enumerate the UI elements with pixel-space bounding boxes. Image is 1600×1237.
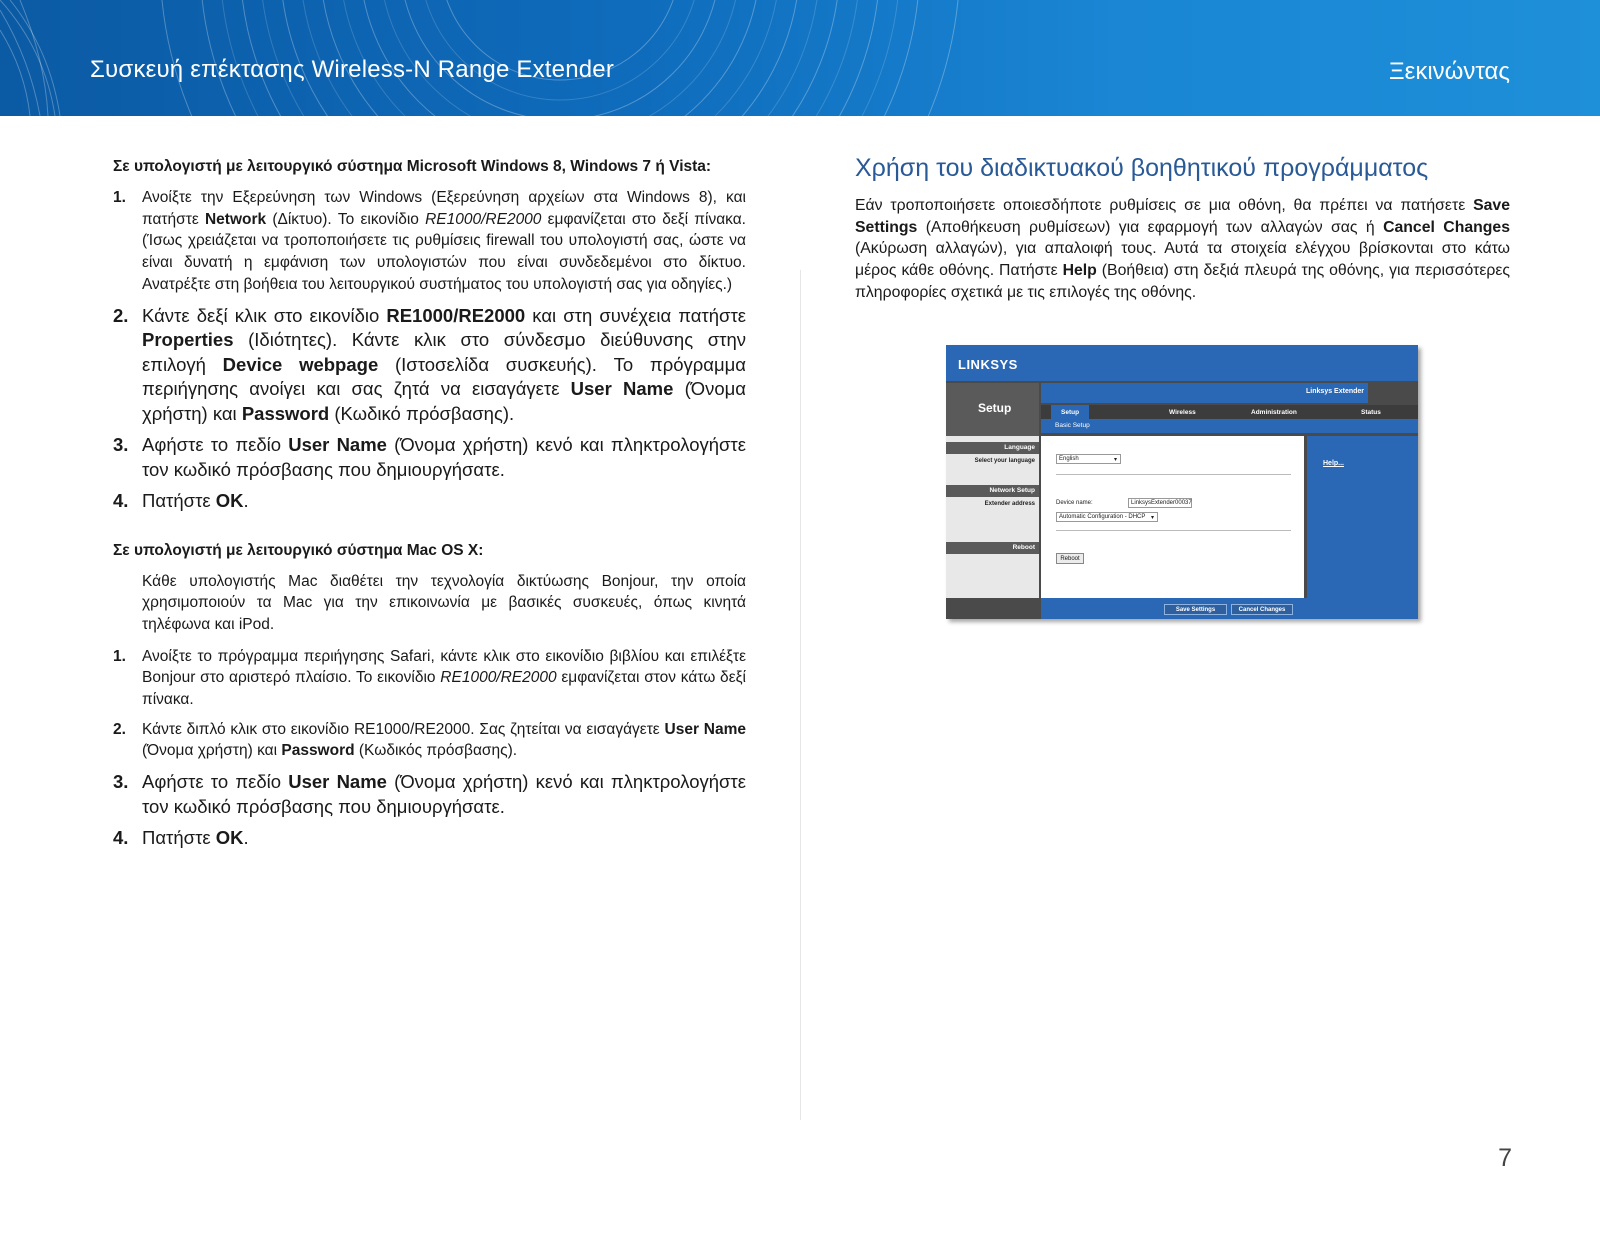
dropdown-caret-icon: ▾ bbox=[1113, 457, 1117, 463]
cancel-changes-button[interactable]: Cancel Changes bbox=[1231, 604, 1293, 615]
windows-step-1: 1. Ανοίξτε την Εξερεύνηση των Windows (Εξερεύνηση αρχείων στα Windows 8), και πατήστε Network (Δίκτυο). Το εικονίδιο RE1000/RE2000 εμφανίζεται στο δεξί πίνακα. (Ίσως χρειάζεται να τροποποιήσετε τις ρυθμίσεις firewall του υπολογιστή σας, ώστε να είναι δυνατή η εμφάνιση των υπολογιστών που είναι συνδεδεμένοι στο δίκτυο. Ανατρέξτε στη βοήθεια του λειτουργικού συστήματος του υπολογιστή σας για οδηγίες.) bbox=[113, 189, 746, 293]
windows-steps bbox=[113, 187, 746, 514]
save-settings-button[interactable]: Save Settings bbox=[1164, 604, 1227, 615]
side-language-header: Language bbox=[946, 442, 1039, 454]
divider-line bbox=[1056, 530, 1291, 531]
windows-step-2: 2. Κάντε δεξί κλικ στο εικονίδιο RE1000/RE2000 και στη συνέχεια πατήστε Properties (Ιδιότητες). Κάντε κλικ στο σύνδεσμο διεύθυνσης στην επιλογή Device webpage (Ιστοσελίδα συσκευής). Το πρόγραμμα περιήγησης ανοίγει και σας ζητά να εισαγάγετε User Name (Όνομα χρήστη) και Password (Κωδικό πρόσβασης). bbox=[113, 304, 746, 424]
page-number: 7 bbox=[1498, 1144, 1512, 1172]
setup-section-label: Setup bbox=[978, 401, 1012, 415]
help-link[interactable]: Help... bbox=[1323, 460, 1345, 467]
dropdown-caret-icon: ▾ bbox=[1150, 515, 1154, 521]
linksys-logo: LINKSYS bbox=[958, 357, 1018, 372]
reboot-button[interactable]: Reboot bbox=[1056, 553, 1084, 564]
page-header bbox=[0, 0, 1600, 116]
config-select[interactable]: Automatic Configuration - DHCP ▾ bbox=[1056, 512, 1158, 522]
device-name-label: Device name: bbox=[1056, 500, 1093, 506]
side-select-language-label: Select your language bbox=[974, 458, 1035, 464]
tab-administration[interactable]: Administration bbox=[1251, 409, 1297, 416]
side-reboot-header: Reboot bbox=[946, 542, 1039, 554]
subtab-basic-setup[interactable]: Basic Setup bbox=[1055, 422, 1090, 429]
mac-step-1: 1. Ανοίξτε το πρόγραμμα περιήγησης Safari, κάντε κλικ στο εικονίδιο βιβλίου και επιλέξτε Bonjour στο αριστερό πλαίσιο. Το εικονίδιο RE1000/RE2000 εμφανίζεται στον κάτω δεξί πίνακα. bbox=[113, 647, 746, 709]
tab-status[interactable]: Status bbox=[1361, 409, 1381, 416]
left-column bbox=[113, 156, 746, 858]
tab-setup[interactable]: Setup bbox=[1051, 405, 1089, 419]
mac-steps bbox=[113, 646, 746, 851]
right-paragraph: Εάν τροποποιήσετε οποιεσδήποτε ρυθμίσεις σε μια οθόνη, θα πρέπει να πατήσετε Save Settings (Αποθήκευση ρυθμίσεων) για εφαρμογή των αλλαγών σας ή Cancel Changes (Ακύρωση αλλαγών), για απαλοιφή τους. Αυτά τα στοιχεία ελέγχου βρίσκονται στο κάτω μέρος κάθε οθόνης. Πατήστε Help (Βοήθεια) στη δεξιά πλευρά της οθόνης, για περισσότερες πληροφορίες σχετικά με τις επιλογές της οθόνης. bbox=[855, 197, 1510, 301]
divider-line bbox=[1056, 474, 1291, 475]
language-select[interactable]: English ▾ bbox=[1056, 454, 1121, 464]
windows-step-3: 3. Αφήστε το πεδίο User Name (Όνομα χρήστη) κενό και πληκτρολογήστε τον κωδικό πρόσβασης που δημιουργήσατε. bbox=[113, 434, 746, 480]
document-title: Συσκευή επέκτασης Wireless-N Range Extender bbox=[90, 56, 615, 83]
tab-wireless[interactable]: Wireless bbox=[1169, 409, 1196, 416]
mac-intro: Κάθε υπολογιστής Mac διαθέτει την τεχνολογία δικτύωσης Bonjour, την οποία χρησιμοποιούν τα Mac για την επικοινωνία με βασικές συσκευές, όπως κινητά τηλέφωνα και iPod. bbox=[142, 572, 746, 633]
right-column bbox=[855, 154, 1510, 304]
section-title: Ξεκινώντας bbox=[1389, 58, 1510, 85]
settings-sidebar bbox=[946, 436, 1039, 598]
mac-step-3: 3. Αφήστε το πεδίο User Name (Όνομα χρήστη) κενό και πληκτρολογήστε τον κωδικό πρόσβασης που δημιουργήσατε. bbox=[113, 771, 746, 817]
device-name-field[interactable]: LinksysExtender00037 bbox=[1128, 498, 1192, 508]
product-name: Linksys Extender bbox=[1306, 388, 1364, 395]
side-extender-address-label: Extender address bbox=[984, 501, 1035, 507]
product-bar bbox=[1041, 383, 1368, 403]
windows-step-4: 4. Πατήστε OK. bbox=[113, 490, 249, 512]
bottom-bar-blue bbox=[1041, 598, 1418, 619]
bottom-bar bbox=[946, 598, 1418, 619]
nav-tabs bbox=[1041, 405, 1418, 419]
help-pane bbox=[1307, 436, 1418, 598]
windows-heading: Σε υπολογιστή με λειτουργικό σύστημα Microsoft Windows 8, Windows 7 ή Vista: bbox=[113, 158, 712, 175]
linksys-topbar bbox=[946, 345, 1418, 381]
settings-content bbox=[1041, 436, 1304, 598]
linksys-setup-screenshot bbox=[946, 345, 1418, 619]
subtab-bar bbox=[1041, 419, 1418, 433]
mac-heading: Σε υπολογιστή με λειτουργικό σύστημα Mac OS X: bbox=[113, 541, 484, 559]
right-heading: Χρήση του διαδικτυακού βοηθητικού προγράμματος bbox=[855, 154, 1429, 182]
setup-section-box bbox=[946, 383, 1039, 436]
column-divider bbox=[800, 270, 801, 1120]
side-network-setup-header: Network Setup bbox=[946, 485, 1039, 497]
mac-step-4: 4. Πατήστε OK. bbox=[113, 827, 249, 849]
mac-step-2: 2. Κάντε διπλό κλικ στο εικονίδιο RE1000/RE2000. Σας ζητείται να εισαγάγετε User Name (Όνομα χρήστη) και Password (Κωδικός πρόσβασης). bbox=[113, 720, 746, 760]
